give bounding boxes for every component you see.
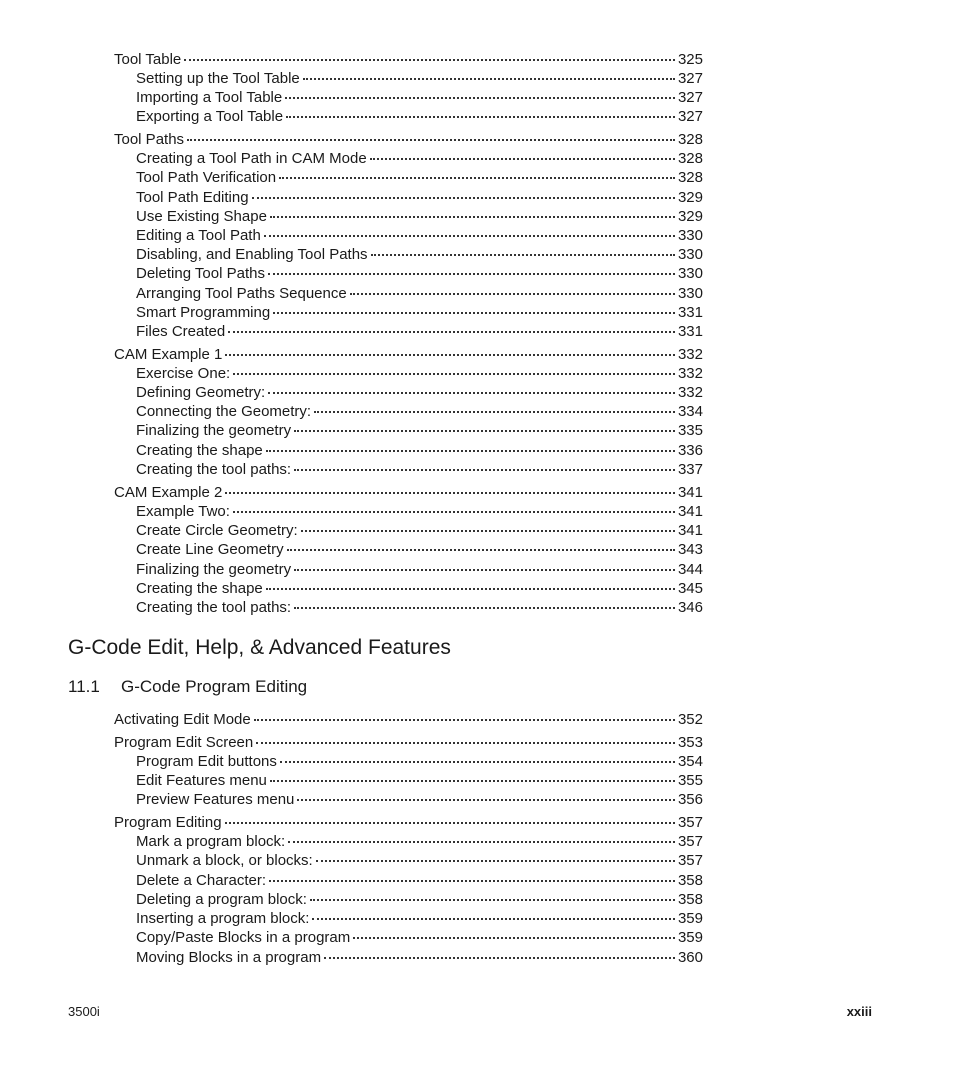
toc-entry-page: 332	[677, 384, 703, 401]
dot-leader	[350, 293, 675, 295]
toc-entry-page: 331	[677, 323, 703, 340]
footer-model: 3500i	[68, 1004, 100, 1019]
toc-entry[interactable]	[114, 130, 703, 149]
toc-entry[interactable]	[136, 502, 703, 521]
toc-entry[interactable]	[136, 322, 703, 341]
toc-entry-label: Tool Path Verification	[136, 169, 277, 186]
toc-entry-label: Files Created	[136, 323, 226, 340]
toc-entry[interactable]	[136, 226, 703, 245]
toc-entry[interactable]	[114, 483, 703, 502]
toc-entry-page: 356	[677, 791, 703, 808]
dot-leader	[225, 354, 675, 356]
footer-page-number: xxiii	[846, 1004, 872, 1019]
dot-leader	[187, 139, 675, 141]
toc-entry-page: 334	[677, 403, 703, 420]
toc-entry-page: 358	[677, 891, 703, 908]
toc-entry[interactable]	[136, 851, 703, 870]
toc-entry-page: 331	[677, 304, 703, 321]
dot-leader	[294, 569, 675, 571]
toc-entry-page: 341	[677, 484, 703, 501]
toc-entry[interactable]	[136, 752, 703, 771]
toc-entry-label: Importing a Tool Table	[136, 89, 283, 106]
toc-entry[interactable]	[136, 832, 703, 851]
toc-entry-label: Create Line Geometry	[136, 541, 284, 558]
toc-entry[interactable]	[136, 402, 703, 421]
toc-entry[interactable]	[136, 69, 703, 88]
dot-leader	[371, 254, 675, 256]
toc-entry-page: 343	[677, 541, 703, 558]
toc-entry[interactable]	[136, 890, 703, 909]
toc-entry-label: Activating Edit Mode	[114, 711, 251, 728]
toc-entry[interactable]	[136, 421, 703, 440]
dot-leader	[228, 331, 675, 333]
toc-entry[interactable]	[136, 168, 703, 187]
toc-entry-label: CAM Example 2	[114, 484, 223, 501]
toc-entry-label: Editing a Tool Path	[136, 227, 261, 244]
toc-entry[interactable]	[136, 521, 703, 540]
dot-leader	[256, 742, 675, 744]
toc-entry[interactable]	[136, 188, 703, 207]
toc-entry[interactable]	[136, 540, 703, 559]
toc-entry-label: Arranging Tool Paths Sequence	[136, 285, 347, 302]
dot-leader	[310, 899, 675, 901]
toc-entry-label: Deleting a program block:	[136, 891, 307, 908]
toc-entry[interactable]	[136, 771, 703, 790]
toc-entry-label: Finalizing the geometry	[136, 561, 292, 578]
toc-entry-page: 341	[677, 522, 703, 539]
toc-entry-page: 357	[677, 814, 703, 831]
toc-entry-label: Unmark a block, or blocks:	[136, 852, 313, 869]
toc-entry-label: Smart Programming	[136, 304, 271, 321]
dot-leader	[288, 841, 675, 843]
toc-entry-page: 327	[677, 70, 703, 87]
dot-leader	[225, 492, 675, 494]
toc-entry-label: Edit Features menu	[136, 772, 267, 789]
toc-entry-page: 332	[677, 365, 703, 382]
toc-entry[interactable]	[136, 790, 703, 809]
toc-entry-page: 357	[677, 852, 703, 869]
toc-entry-label: Delete a Character:	[136, 872, 267, 889]
dot-leader	[184, 59, 675, 61]
toc-entry-page: 359	[677, 929, 703, 946]
dot-leader	[324, 957, 675, 959]
toc-entry[interactable]	[114, 50, 703, 69]
toc-entry-page: 330	[677, 265, 703, 282]
toc-entry-page: 357	[677, 833, 703, 850]
toc-entry-page: 325	[677, 51, 703, 68]
toc-entry-label: Finalizing the geometry	[136, 422, 292, 439]
toc-entry-label: Setting up the Tool Table	[136, 70, 300, 87]
toc-entry-label: Program Editing	[114, 814, 222, 831]
toc-entry[interactable]	[114, 813, 703, 832]
toc-entry-page: 360	[677, 949, 703, 966]
toc-entry[interactable]	[136, 909, 703, 928]
toc-entry-page: 337	[677, 461, 703, 478]
toc-entry-page: 328	[677, 150, 703, 167]
toc-entry-label: Connecting the Geometry:	[136, 403, 312, 420]
toc-entry-page: 352	[677, 711, 703, 728]
toc-entry[interactable]	[136, 88, 703, 107]
toc-entry[interactable]	[136, 245, 703, 264]
toc-entry-label: Tool Paths	[114, 131, 185, 148]
toc-entry-label: Program Edit Screen	[114, 734, 254, 751]
toc-entry-page: 344	[677, 561, 703, 578]
toc-entry-label: Creating the shape	[136, 580, 263, 597]
dot-leader	[280, 761, 675, 763]
section-number: 11.1	[68, 677, 100, 696]
dot-leader	[303, 78, 675, 80]
toc-entry-page: 358	[677, 872, 703, 889]
toc-entry[interactable]	[136, 460, 703, 479]
toc-entry-label: Creating the tool paths:	[136, 599, 292, 616]
dot-leader	[269, 880, 675, 882]
dot-leader	[294, 430, 675, 432]
dot-leader	[297, 799, 675, 801]
toc-entry-label: Mark a program block:	[136, 833, 286, 850]
toc-entry-label: Tool Table	[114, 51, 182, 68]
toc-entry-label: Use Existing Shape	[136, 208, 267, 225]
toc-entry[interactable]	[114, 733, 703, 752]
toc-entry-page: 330	[677, 227, 703, 244]
dot-leader	[233, 511, 675, 513]
toc-entry-label: Inserting a program block:	[136, 910, 310, 927]
dot-leader	[285, 97, 675, 99]
dot-leader	[273, 312, 675, 314]
toc-entry-page: 329	[677, 189, 703, 206]
toc-entry-label: Moving Blocks in a program	[136, 949, 322, 966]
toc-entry[interactable]	[136, 948, 703, 967]
toc-entry-label: Exporting a Tool Table	[136, 108, 284, 125]
dot-leader	[268, 392, 675, 394]
toc-entry-page: 329	[677, 208, 703, 225]
dot-leader	[287, 549, 675, 551]
toc-entry-page: 330	[677, 285, 703, 302]
dot-leader	[266, 588, 675, 590]
toc-entry-label: Copy/Paste Blocks in a program	[136, 929, 351, 946]
toc-entry-label: Creating a Tool Path in CAM Mode	[136, 150, 367, 167]
dot-leader	[233, 373, 675, 375]
toc-entry[interactable]	[136, 441, 703, 460]
toc-entry-page: 353	[677, 734, 703, 751]
toc-entry[interactable]	[136, 579, 703, 598]
toc-entry[interactable]	[136, 383, 703, 402]
toc-entry-label: Example Two:	[136, 503, 230, 520]
toc-entry-page: 355	[677, 772, 703, 789]
toc-entry[interactable]	[136, 598, 703, 617]
toc-entry-label: Create Circle Geometry:	[136, 522, 298, 539]
dot-leader	[370, 158, 675, 160]
dot-leader	[225, 822, 675, 824]
dot-leader	[286, 116, 675, 118]
toc-entry-page: 359	[677, 910, 703, 927]
toc-entry-page: 332	[677, 346, 703, 363]
dot-leader	[314, 411, 675, 413]
toc-entry-label: Defining Geometry:	[136, 384, 266, 401]
toc-entry[interactable]	[114, 345, 703, 364]
toc-entry[interactable]	[136, 303, 703, 322]
toc-entry-page: 341	[677, 503, 703, 520]
toc-entry[interactable]	[114, 710, 703, 729]
toc-entry[interactable]	[136, 928, 703, 947]
dot-leader	[294, 607, 675, 609]
toc-entry-page: 330	[677, 246, 703, 263]
toc-entry-page: 354	[677, 753, 703, 770]
dot-leader	[270, 780, 675, 782]
toc-entry-label: CAM Example 1	[114, 346, 223, 363]
dot-leader	[279, 177, 675, 179]
dot-leader	[270, 216, 675, 218]
toc-entry-label: Preview Features menu	[136, 791, 295, 808]
toc-entry-page: 345	[677, 580, 703, 597]
toc-entry[interactable]	[136, 264, 703, 283]
toc-entry-label: Deleting Tool Paths	[136, 265, 265, 282]
toc-entry-page: 328	[677, 169, 703, 186]
dot-leader	[301, 530, 675, 532]
section-heading	[68, 676, 307, 698]
toc-entry-label: Creating the tool paths:	[136, 461, 292, 478]
dot-leader	[312, 918, 675, 920]
dot-leader	[316, 860, 675, 862]
dot-leader	[268, 273, 675, 275]
toc-entry[interactable]	[136, 560, 703, 579]
chapter-title: G-Code Edit, Help, & Advanced Features	[68, 636, 451, 659]
toc-entry-label: Exercise One:	[136, 365, 231, 382]
dot-leader	[252, 197, 675, 199]
toc-entry[interactable]	[136, 871, 703, 890]
toc-entry[interactable]	[136, 149, 703, 168]
toc-entry-page: 346	[677, 599, 703, 616]
dot-leader	[254, 719, 675, 721]
toc-entry-label: Program Edit buttons	[136, 753, 277, 770]
toc-entry[interactable]	[136, 207, 703, 226]
dot-leader	[264, 235, 675, 237]
toc-entry-label: Tool Path Editing	[136, 189, 249, 206]
dot-leader	[294, 469, 675, 471]
toc-entry-page: 335	[677, 422, 703, 439]
toc-entry-page: 327	[677, 108, 703, 125]
toc-entry-label: Creating the shape	[136, 442, 263, 459]
toc-entry-page: 336	[677, 442, 703, 459]
section-title: G-Code Program Editing	[121, 677, 308, 696]
toc-entry-page: 328	[677, 131, 703, 148]
toc-entry[interactable]	[136, 364, 703, 383]
dot-leader	[353, 937, 675, 939]
dot-leader	[266, 450, 675, 452]
toc-entry[interactable]	[136, 107, 703, 126]
toc-entry[interactable]	[136, 284, 703, 303]
toc-entry-label: Disabling, and Enabling Tool Paths	[136, 246, 368, 263]
toc-entry-page: 327	[677, 89, 703, 106]
